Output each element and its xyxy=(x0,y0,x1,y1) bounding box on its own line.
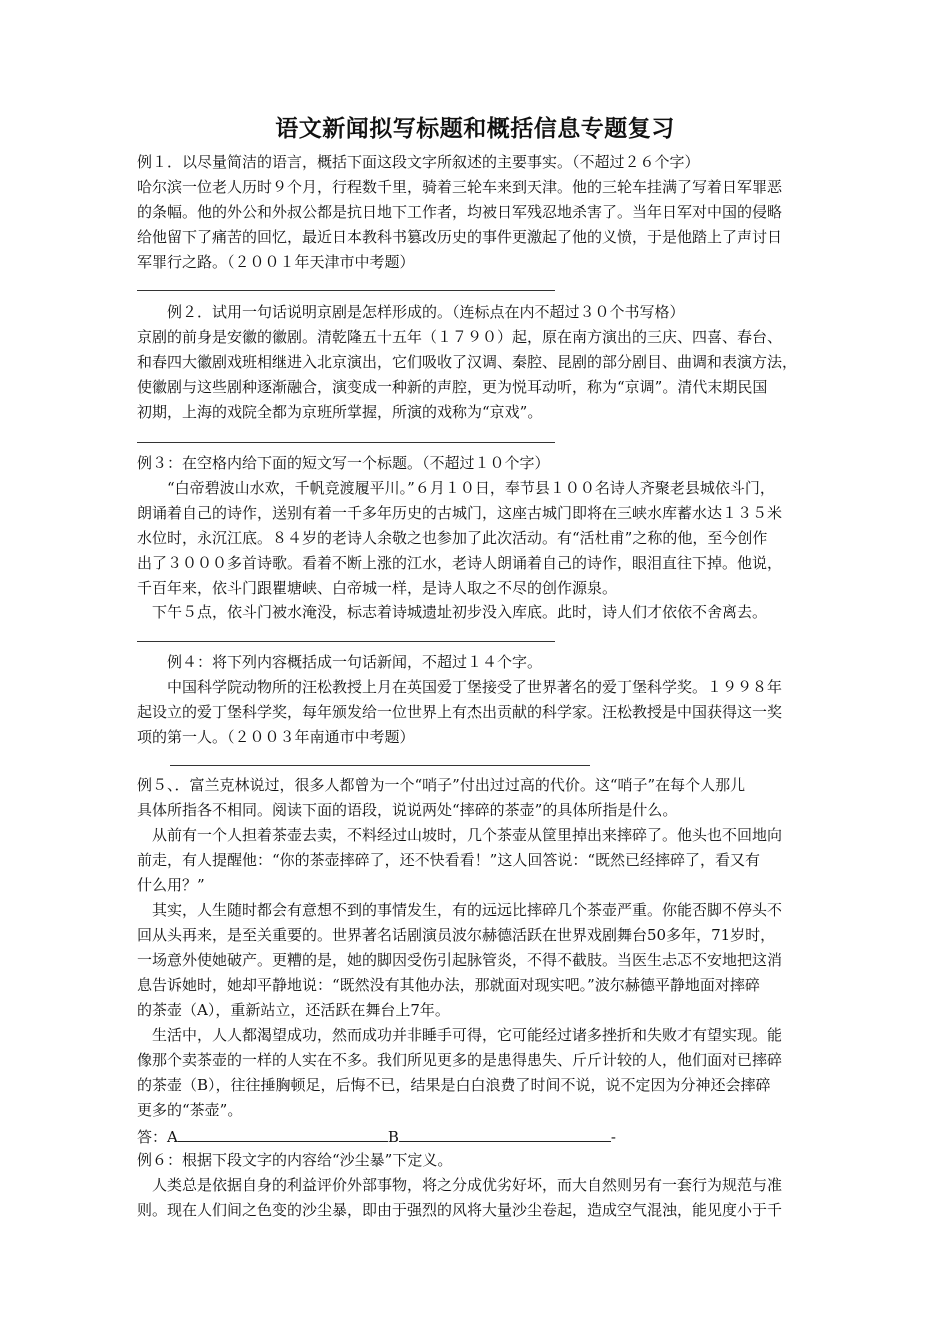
ex3-text-line: 朗诵着自己的诗作，送别有着一千多年历史的古城门，这座古城门即将在三峡水库蓄水达１３５米 xyxy=(137,504,783,522)
ex5-text-line: 前走，有人提醒他：“你的茶壶摔碎了，还不快看看！”这人回答说：“既然已经摔碎了，看又有 xyxy=(137,851,761,869)
ex3-text-line: 千百年来，依斗门跟瞿塘峡、白帝城一样，是诗人取之不尽的创作源泉。 xyxy=(137,579,618,597)
ex6-prompt: 例６：根据下段文字的内容给“沙尘暴”下定义。 xyxy=(137,1151,453,1169)
ex4-text-line: 中国科学院动物所的汪松教授上月在英国爱丁堡接受了世界著名的爱丁堡科学奖。１９９８年 xyxy=(137,678,783,696)
answer-a-label: 答：A xyxy=(137,1128,178,1146)
ex1-answer-line xyxy=(137,290,555,291)
ex1-text-line: 给他留下了痛苦的回忆，最近日本教科书篡改历史的事件更激起了他的义愤，于是他踏上了声讨日 xyxy=(137,228,783,246)
ex1-text-line: 的条幅。他的外公和外叔公都是抗日地下工作者，均被日军残忍地杀害了。当年日军对中国的侵略 xyxy=(137,203,783,221)
ex5-text-line: 例５、．富兰克林说过，很多人都曾为一个“哨子”付出过过高的代价。这“哨子”在每个人那儿 xyxy=(137,776,746,794)
ex5-text-line: 像那个卖茶壶的一样的人实在不多。我们所见更多的是患得患失、斤斤计较的人，他们面对已摔碎 xyxy=(137,1051,783,1069)
ex5-text-line: 其实，人生随时都会有意想不到的事情发生，有的远远比摔碎几个茶壶严重。你能否脚不停头不 xyxy=(137,901,783,919)
answer-end-mark: - xyxy=(610,1128,616,1146)
ex2-prompt: 例２．试用一句话说明京剧是怎样形成的。（连标点在内不超过３０个书写格） xyxy=(137,303,685,321)
ex5-text-line: 回从头再来，是至关重要的。世界著名话剧演员波尔赫德活跃在世界戏剧舞台50多年，71岁时， xyxy=(137,926,776,944)
ex4-text-line: 项的第一人。（２００３年南通市中考题） xyxy=(137,728,415,746)
ex3-prompt: 例３：在空格内给下面的短文写一个标题。（不超过１０个字） xyxy=(137,454,550,472)
answer-b-label: B xyxy=(387,1128,399,1146)
ex5-text-line: 更多的“茶壶”。 xyxy=(137,1101,243,1119)
ex5-text-line: 一场意外使她破产。更糟的是，她的脚因受伤引起脉管炎，不得不截肢。当医生忐忑不安地把这消 xyxy=(137,951,783,969)
ex5-text-line: 具体所指各不相同。阅读下面的语段，说说两处“摔碎的茶壶”的具体所指是什么。 xyxy=(137,801,678,819)
ex3-text-line: 水位时，永沉江底。８４岁的老诗人余敬之也参加了此次活动。有“活杜甫”之称的他，至今创作 xyxy=(137,529,768,547)
ex3-answer-line xyxy=(137,641,555,642)
ex1-text-line: 军罪行之路。（２００１年天津市中考题） xyxy=(137,253,415,271)
ex5-text-line: 息告诉她时，她却平静地说：“既然没有其他办法，那就面对现实吧。”波尔赫德平静地面对摔碎 xyxy=(137,976,760,994)
ex5-text-line: 从前有一个人担着茶壶去卖，不料经过山坡时，几个茶壶从筐里掉出来摔碎了。他头也不回地向 xyxy=(137,826,783,844)
ex2-text-line: 和春四大徽剧戏班相继进入北京演出，它们吸收了汉调、秦腔、昆剧的部分剧目、曲调和表演方法， xyxy=(137,353,798,371)
ex4-answer-line xyxy=(170,765,590,766)
ex2-answer-line xyxy=(137,442,555,443)
ex2-text-line: 使徽剧与这些剧种逐渐融合，演变成一种新的声腔，更为悦耳动听，称为“京调”。清代末期民国 xyxy=(137,378,768,396)
ex1-text-line: 哈尔滨一位老人历时９个月，行程数千里，骑着三轮车来到天津。他的三轮车挂满了写着日军罪恶 xyxy=(137,178,783,196)
ex3-text-line: 下午５点，依斗门被水淹没，标志着诗城遗址初步没入库底。此时，诗人们才依依不舍离去。 xyxy=(137,603,768,621)
ex5-text-line: 什么用？” xyxy=(137,876,205,894)
ex2-text-line: 初期，上海的戏院全都为京班所掌握，所演的戏称为“京戏”。 xyxy=(137,403,543,421)
ex4-prompt: 例４：将下列内容概括成一句话新闻，不超过１４个字。 xyxy=(137,653,543,671)
ex6-text-line: 人类总是依据自身的利益评价外部事物，将之分成优劣好坏，而大自然则另有一套行为规范与准 xyxy=(137,1176,783,1194)
ex4-text-line: 起设立的爱丁堡科学奖，每年颁发给一位世界上有杰出贡献的科学家。汪松教授是中国获得这一奖 xyxy=(137,703,783,721)
ex5-text-line: 的茶壶（B），往往捶胸顿足，后悔不已，结果是白白浪费了时间不说，说不定因为分神还会摔碎 xyxy=(137,1076,771,1094)
ex5-answer-row xyxy=(137,1123,616,1149)
ex6-text-line: 则。现在人们间之色变的沙尘暴，即由于强烈的风将大量沙尘卷起，造成空气混浊，能见度小于千 xyxy=(137,1201,783,1219)
ex5-text-line: 的茶壶（A），重新站立，还活跃在舞台上7年。 xyxy=(137,1001,450,1019)
ex1-prompt: 例１．以尽量简洁的语言，概括下面这段文字所叙述的主要事实。（不超过２６个字） xyxy=(137,153,700,171)
answer-b-blank[interactable] xyxy=(399,1123,611,1142)
ex3-text-line: 出了３０００多首诗歌。看着不断上涨的江水，老诗人朗诵着自己的诗作，眼泪直往下掉。他说， xyxy=(137,554,783,572)
ex2-text-line: 京剧的前身是安徽的徽剧。清乾隆五十五年（１７９０）起，原在南方演出的三庆、四喜、春台、 xyxy=(137,328,783,346)
page-title: 语文新闻拟写标题和概括信息专题复习 xyxy=(275,115,675,142)
ex3-text-line: “白帝碧波山水欢，千帆竞渡履平川。”６月１０日，奉节县１００名诗人齐聚老县城依斗门， xyxy=(137,479,775,497)
ex5-text-line: 生活中，人人都渴望成功，然而成功并非睡手可得，它可能经过诸多挫折和失败才有望实现。能 xyxy=(137,1026,783,1044)
answer-a-blank[interactable] xyxy=(178,1123,388,1142)
